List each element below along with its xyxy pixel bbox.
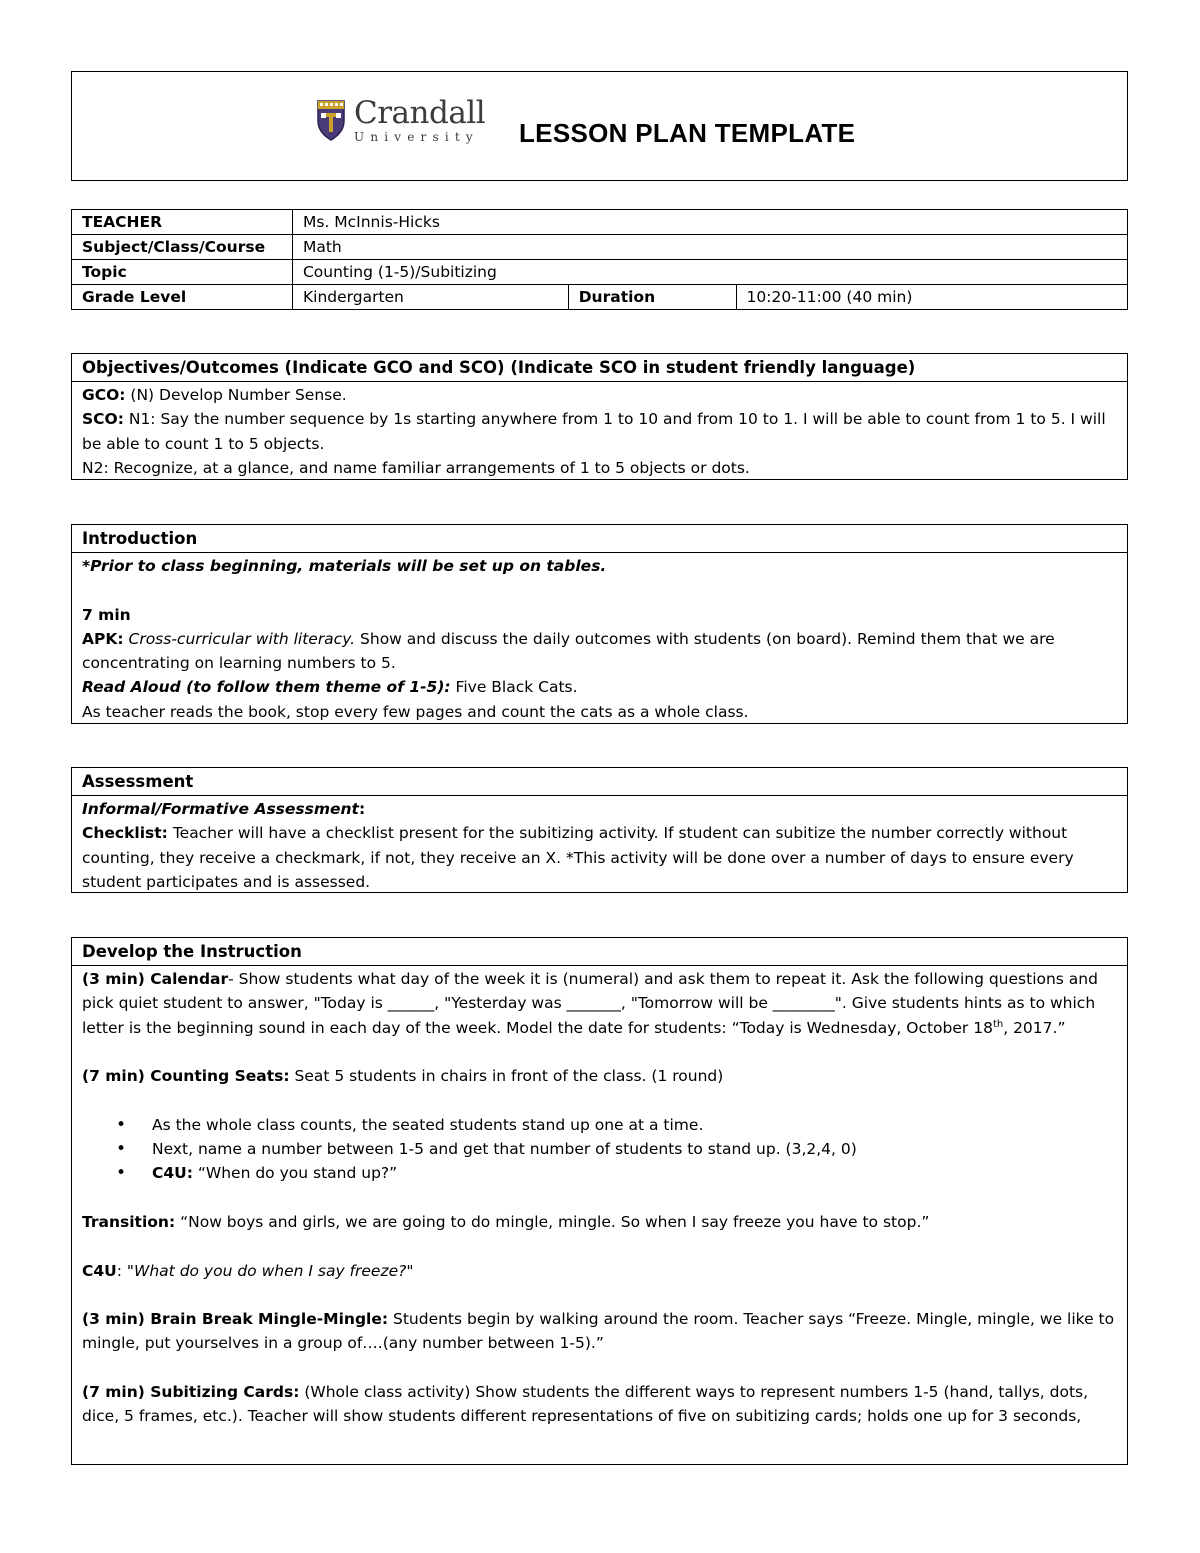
brain-break-text: Students begin by walking around the room. Teacher says “Freeze. Mingle, mingle, we like to mingle, put yourselves in a group of….(any number between 1-5).” bbox=[82, 1310, 1115, 1353]
apk-italic: Cross-curricular with literacy. bbox=[123, 629, 356, 648]
calendar-end: , 2017.” bbox=[1003, 1018, 1066, 1037]
assessment-section bbox=[71, 767, 1128, 893]
intro-note: *Prior to class beginning, materials will be set up on tables. bbox=[82, 557, 607, 575]
assessment-body bbox=[72, 796, 1127, 894]
calendar-label: (3 min) Calendar bbox=[82, 970, 229, 988]
subject-value: Math bbox=[292, 235, 1127, 260]
assessment-type: Informal/Formative Assessment bbox=[82, 800, 359, 818]
bullet-c4u-label: C4U: bbox=[152, 1164, 193, 1183]
gco-label: GCO: bbox=[82, 386, 126, 404]
calendar-sup: th bbox=[992, 1018, 1004, 1030]
table-row bbox=[72, 235, 1128, 260]
brain-break-label: (3 min) Brain Break Mingle-Mingle: bbox=[82, 1310, 389, 1329]
counting-seats-label: (7 min) Counting Seats: bbox=[82, 1067, 290, 1086]
assessment-type-colon: : bbox=[358, 800, 366, 818]
bullet-c4u-text: “When do you stand up?” bbox=[192, 1164, 398, 1183]
university-logo bbox=[316, 96, 485, 144]
document-title: LESSON PLAN TEMPLATE bbox=[519, 118, 856, 148]
n2-text: N2: Recognize, at a glance, and name familiar arrangements of 1 to 5 objects or dots. bbox=[82, 458, 750, 477]
objectives-heading: Objectives/Outcomes (Indicate GCO and SCO) (Indicate SCO in student friendly language) bbox=[72, 354, 1127, 382]
subitizing-text: (Whole class activity) Show students the different ways to represent numbers 1-5 (hand, tallys, dots, dice, 5 frames, etc.). Teacher will show students different representations of five on subitizing cards; holds one up for 3 seconds, bbox=[82, 1383, 1089, 1426]
logo-name: Crandall bbox=[354, 94, 486, 131]
topic-label: Topic bbox=[72, 260, 293, 285]
instruction-body bbox=[72, 966, 1127, 1429]
grade-value: Kindergarten bbox=[292, 285, 568, 310]
table-row bbox=[72, 260, 1128, 285]
intro-time: 7 min bbox=[82, 605, 131, 624]
gco-text: (N) Develop Number Sense. bbox=[125, 386, 347, 404]
counting-seats-text: Seat 5 students in chairs in front of the class. (1 round) bbox=[289, 1067, 724, 1086]
teacher-label: TEACHER bbox=[72, 210, 293, 235]
table-row bbox=[72, 285, 1128, 310]
checklist-label: Checklist: bbox=[82, 824, 168, 843]
introduction-body bbox=[72, 553, 1127, 724]
logo-subtitle: University bbox=[354, 129, 479, 144]
assessment-heading: Assessment bbox=[72, 768, 1127, 796]
objectives-body bbox=[72, 382, 1127, 480]
read-aloud-text: Five Black Cats. bbox=[450, 678, 578, 697]
read-aloud-label: Read Aloud (to follow them theme of 1-5): bbox=[82, 678, 451, 697]
instruction-section bbox=[71, 937, 1128, 1465]
c4u-text: "What do you do when I say freeze?" bbox=[126, 1261, 414, 1280]
introduction-heading: Introduction bbox=[72, 525, 1127, 553]
transition-text: “Now boys and girls, we are going to do mingle, mingle. So when I say freeze you have to stop.” bbox=[175, 1212, 930, 1231]
apk-label: APK: bbox=[82, 629, 124, 648]
list-item bbox=[82, 1161, 1117, 1185]
introduction-section bbox=[71, 524, 1128, 724]
duration-label: Duration bbox=[568, 285, 736, 310]
seats-bullet-list bbox=[82, 1113, 1117, 1186]
subject-label: Subject/Class/Course bbox=[72, 235, 293, 260]
read-aloud-note: As teacher reads the book, stop every few pages and count the cats as a whole class. bbox=[82, 702, 749, 721]
sco-label: SCO: bbox=[82, 410, 124, 429]
objectives-section bbox=[71, 353, 1128, 480]
grade-label: Grade Level bbox=[72, 285, 293, 310]
list-item: • As the whole class counts, the seated students stand up one at a time. bbox=[82, 1113, 1117, 1137]
topic-value: Counting (1-5)/Subitizing bbox=[292, 260, 1127, 285]
lesson-info-table bbox=[71, 209, 1128, 310]
subitizing-label: (7 min) Subitizing Cards: bbox=[82, 1383, 300, 1402]
crest-icon bbox=[316, 99, 346, 141]
list-item: • Next, name a number between 1-5 and get that number of students to stand up. (3,2,4, 0) bbox=[82, 1137, 1117, 1161]
table-row bbox=[72, 210, 1128, 235]
instruction-heading: Develop the Instruction bbox=[72, 938, 1127, 966]
sco-text: N1: Say the number sequence by 1s starting anywhere from 1 to 10 and from 10 to 1. I will be able to count from 1 to 5. I will be able to count 1 to 5 objects. bbox=[82, 410, 1106, 453]
header-box bbox=[71, 71, 1128, 181]
teacher-value: Ms. McInnis-Hicks bbox=[292, 210, 1127, 235]
calendar-text: - Show students what day of the week it is (numeral) and ask them to repeat it. Ask the following questions and pick quiet student to answer, "Today is ______, "Yesterday was _______, "Tomorrow will be ________". Give students hints as to which letter is the beginning sound in each day of the week. Model the date for students: “Today is Wednesday, October 18 bbox=[82, 970, 1098, 1037]
apk-text: Show and discuss the daily outcomes with students (on board). Remind them that we are concentrating on learning numbers to 5. bbox=[82, 629, 1055, 673]
checklist-text: Teacher will have a checklist present for the subitizing activity. If student can subitize the number correctly without counting, they receive a checkmark, if not, they receive an X. *This activity will be done over a number of days to ensure every student participates and is assessed. bbox=[82, 824, 1074, 891]
duration-value: 10:20-11:00 (40 min) bbox=[736, 285, 1127, 310]
c4u-label: C4U bbox=[82, 1261, 117, 1280]
c4u-colon: : bbox=[116, 1261, 127, 1280]
transition-label: Transition: bbox=[82, 1212, 176, 1231]
